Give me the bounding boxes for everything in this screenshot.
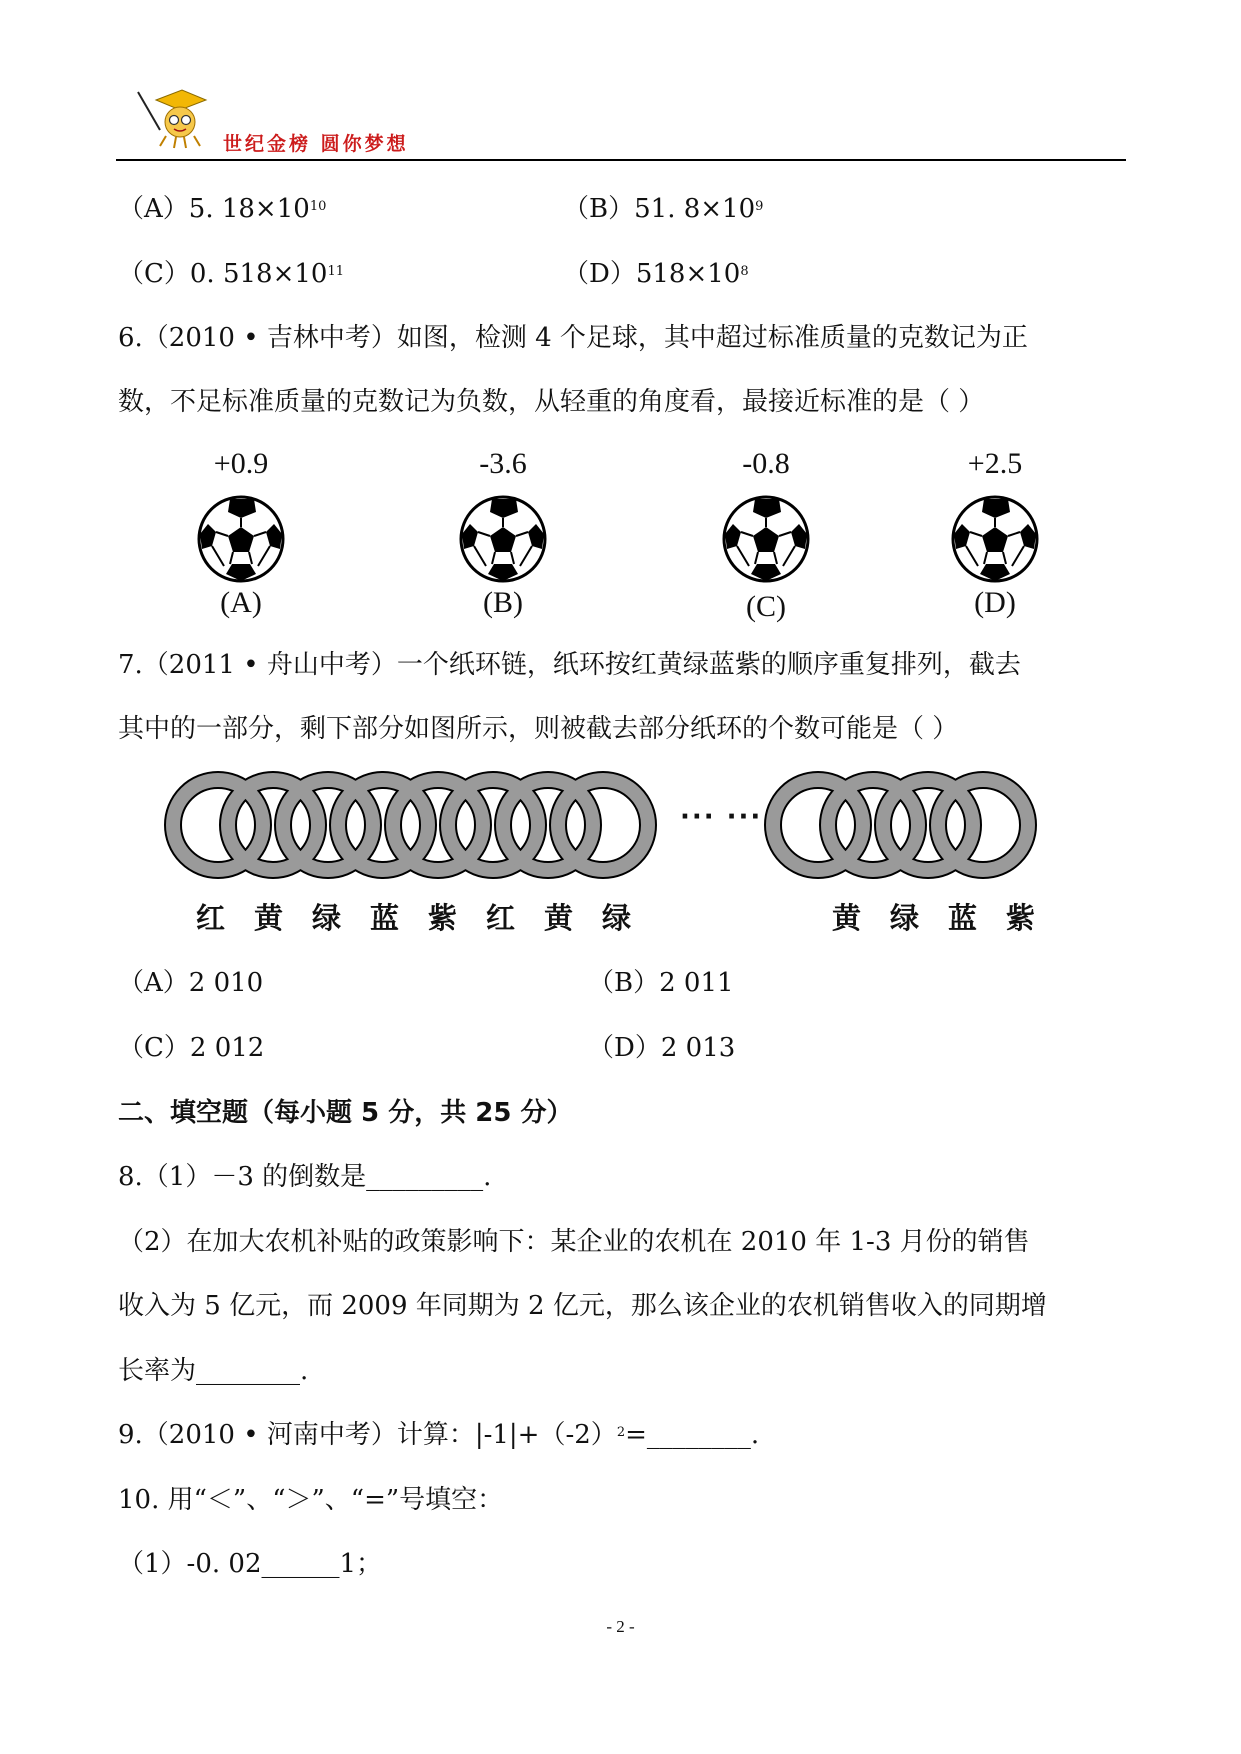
ball-a-label: (A) [220,586,262,619]
ball-a-value: +0.9 [213,447,269,480]
page-number: - 2 - [606,1617,635,1636]
q8-part2-line2: 收入为 5 亿元，而 2009 年同期为 2 亿元，那么该企业的农机销售收入的同期增 [118,1291,1047,1321]
q8-part1: 8.（1）－3 的倒数是_________. [118,1162,492,1192]
ring-color-4: 蓝 [370,901,400,935]
header-slogan: 世纪金榜 圆你梦想 [223,133,409,155]
section-2-title: 二、填空题（每小题 5 分，共 25 分） [118,1098,573,1128]
q6-text-line1: 6.（2010 • 吉林中考）如图，检测 4 个足球，其中超过标准质量的克数记为正 [118,323,1028,353]
q5-option-a: （A）5. $18\times 10^{10}$ [118,194,327,224]
paper-ring-chain-icon [160,770,1080,880]
ring-ellipsis: ··· ··· [680,802,763,832]
q8-part2-line3: 长率为________. [118,1356,309,1386]
ring-color-r4: 紫 [1006,901,1036,935]
q5-option-c: （C）0. $518\times 10^{11}$ [118,259,345,289]
ring-color-5: 紫 [428,901,458,935]
soccer-ball-c-icon [721,494,811,584]
q9-text: 9.（2010 • 河南中考）计算：$|-1|+(-2)^2=\_\_\_\_\_\_\_\_$. [118,1420,760,1450]
ring-color-2: 黄 [254,901,284,935]
q6-text-line2: 数，不足标准质量的克数记为负数，从轻重的角度看，最接近标准的是（ ） [118,387,985,417]
ring-color-r1: 黄 [832,901,862,935]
logo [136,86,216,150]
q7-option-c: （C）2 012 [118,1033,265,1063]
q7-option-a: （A）2 010 [118,968,264,998]
ring-color-8: 绿 [602,901,632,935]
ball-c-label: (C) [746,590,786,623]
q10-title: 10. 用“＜”、“＞”、“=”号填空： [118,1485,504,1515]
q8-part2-line1: （2）在加大农机补贴的政策影响下：某企业的农机在 2010 年 1-3 月份的销售 [118,1227,1030,1257]
q7-option-b: （B）2 011 [588,968,734,998]
q7-text-line1: 7.（2011 • 舟山中考）一个纸环链，纸环按红黄绿蓝紫的顺序重复排列，截去 [118,650,1021,680]
soccer-ball-b-icon [458,494,548,584]
soccer-ball-d-icon [950,494,1040,584]
ring-color-r2: 绿 [890,901,920,935]
q10-part1: （1）-0. 02______1； [118,1549,383,1579]
ball-d-label: (D) [974,586,1016,619]
ball-b-value: -3.6 [479,447,527,480]
q7-text-line2: 其中的一部分，剩下部分如图所示，则被截去部分纸环的个数可能是（ ） [118,714,959,744]
ring-color-3: 绿 [312,901,342,935]
ring-color-7: 黄 [544,901,574,935]
ring-color-r3: 蓝 [948,901,978,935]
soccer-ball-a-icon [196,494,286,584]
q5-option-b: （B）51. $8\times 10^9$ [563,194,764,224]
header-divider [116,159,1126,161]
ball-c-value: -0.8 [742,447,790,480]
ball-b-label: (B) [483,586,523,619]
q7-option-d: （D）2 013 [588,1033,736,1063]
q5-option-d: $(D)518\times 10^8$ [563,259,749,289]
ring-color-1: 红 [196,901,226,935]
ball-d-value: +2.5 [967,447,1023,480]
ring-color-6: 红 [486,901,516,935]
